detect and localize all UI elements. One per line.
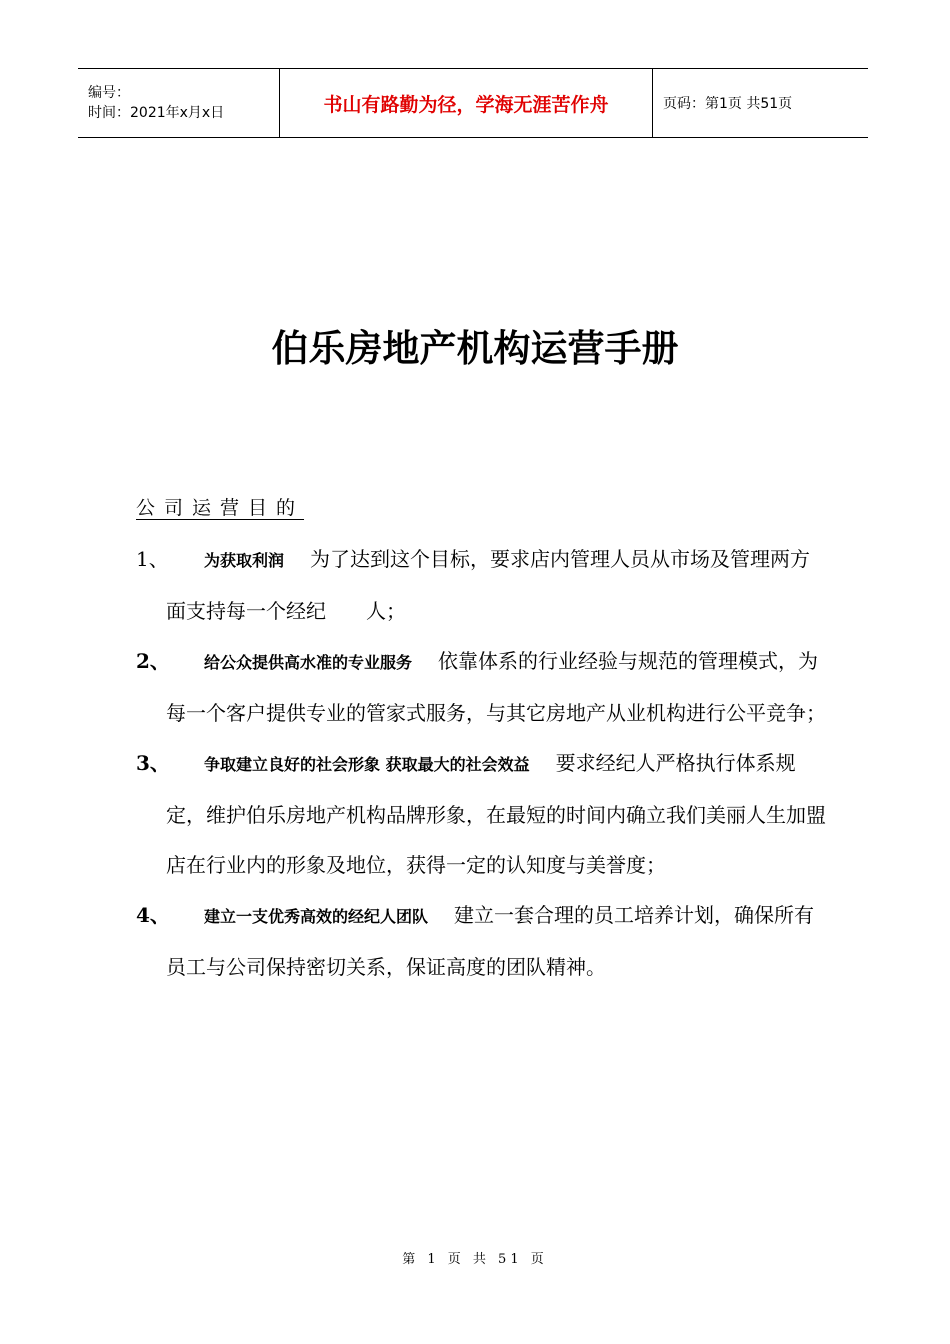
item-text: 要求经纪人严格执行体系规定，维护伯乐房地产机构品牌形象，在最短的时间内确立我们美丽人生加盟店在行业内的形象及地位，获得一定的认知度与美誉度； — [166, 751, 826, 877]
list-item — [136, 534, 826, 636]
document-title: 伯乐房地产机构运营手册 — [271, 327, 679, 370]
header-page-info: 页码：第1页 共51页 — [663, 96, 793, 112]
item-key-phrase: 为获取利润 — [204, 551, 285, 570]
item-number: 4、 — [136, 903, 170, 927]
item-text: 依靠体系的行业经验与规范的管理模式，为每一个客户提供专业的管家式服务，与其它房地产从业机构进行公平竞争； — [166, 649, 826, 725]
document-time-label: 时间：2021年x月x日 — [88, 105, 225, 121]
header-meta — [78, 69, 280, 137]
header-page-cell — [653, 69, 868, 137]
item-key-phrase: 争取建立良好的社会形象 获取最大的社会效益 — [204, 755, 530, 774]
header-motto-cell — [280, 69, 653, 137]
item-number: 3、 — [136, 751, 170, 775]
section-heading: 公司运营目的 — [136, 497, 305, 519]
objectives-list — [136, 534, 826, 992]
list-item — [136, 636, 826, 738]
list-item — [136, 890, 826, 992]
page-header — [78, 68, 868, 138]
document-number-label: 编号： — [88, 85, 130, 101]
page-footer: 第 1 页 共 51 页 — [402, 1252, 548, 1267]
list-item — [136, 738, 826, 890]
item-key-phrase: 给公众提供高水准的专业服务 — [204, 653, 413, 672]
item-text: 为了达到这个目标，要求店内管理人员从市场及管理两方面支持每一个经纪 人； — [166, 547, 811, 623]
item-number: 1、 — [136, 547, 169, 571]
item-number: 2、 — [136, 649, 170, 673]
item-text: 建立一套合理的员工培养计划，确保所有员工与公司保持密切关系，保证高度的团队精神。 — [166, 903, 815, 979]
header-motto: 书山有路勤为径，学海无涯苦作舟 — [323, 93, 609, 116]
item-key-phrase: 建立一支优秀高效的经纪人团队 — [204, 907, 429, 926]
